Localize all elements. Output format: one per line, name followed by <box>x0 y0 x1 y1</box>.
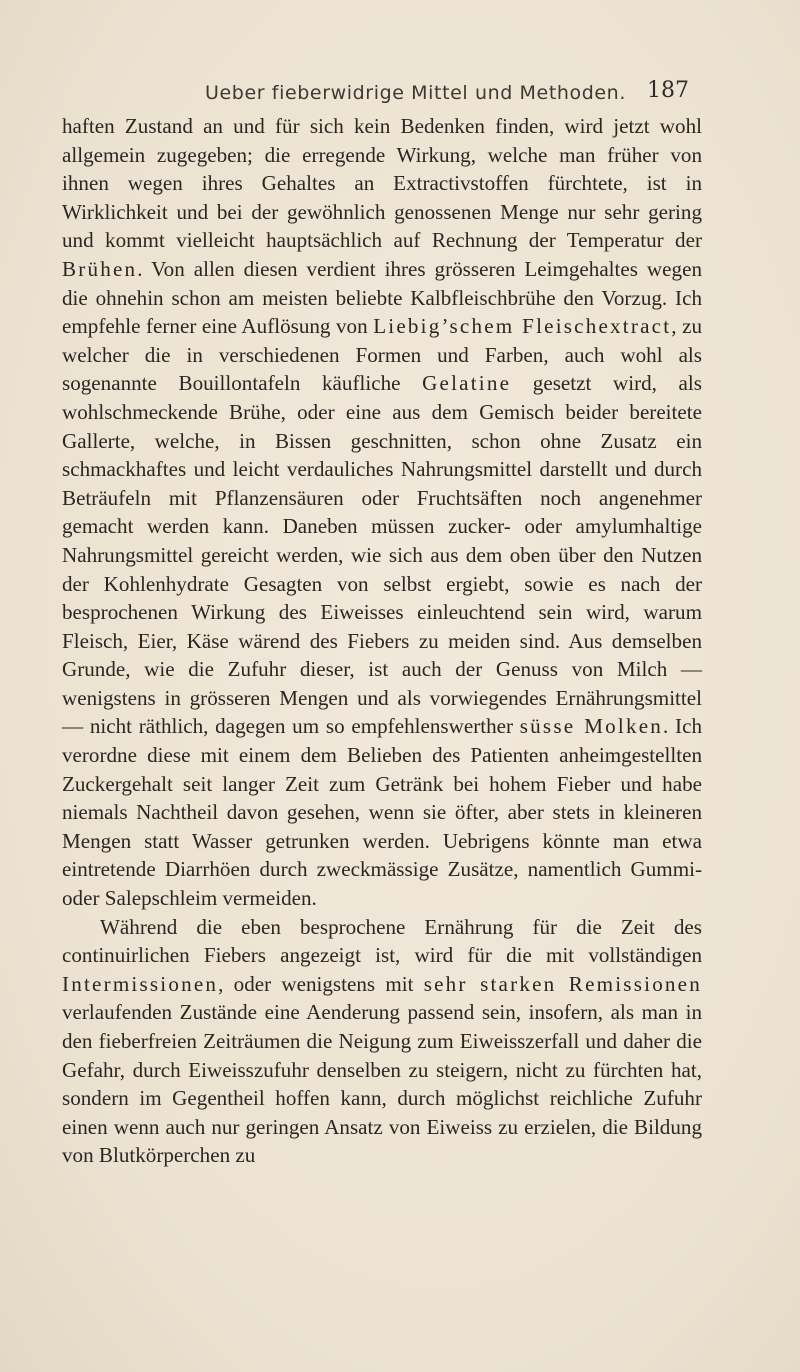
spaced-emphasis-term: Intermissionen <box>62 971 219 996</box>
spaced-emphasis-term: Liebig’schem Fleischextract <box>373 314 672 339</box>
text-segment: Während die eben besprochene Ernährung für die Zeit des continuirlichen Fiebers angezeigt ist, wird für die mit vollständigen <box>62 914 702 968</box>
page-number: 187 <box>647 78 689 103</box>
text-segment: gesetzt wird, als wohlschmeckende Brühe, oder eine aus dem Gemisch beider bereitete Gallerte, welche, in Bissen geschnitten, schon ohne Zusatz ein schmackhaftes und leicht verdauliches Nahrungsmittel darstellt und durch Beträufeln mit Pflanzensäuren oder Fruchtsäften noch angenehmer gemacht werden kann. Daneben müssen zucker- oder amylumhaltige Nahrungsmittel gereicht werden, wie sich aus dem oben über den Nutzen der Kohlenhydrate Gesagten von selbst ergiebt, sowie es nach der besprochenen Wirkung des Eiweisses einleuchtend sein wird, warum Fleisch, Eier, Käse wärend des Fiebers zu meiden sind. Aus demselben Grunde, wie die Zufuhr dieser, ist auch der Genuss von Milch — wenigstens in grösseren Mengen und als vorwiegendes Ernährungsmittel — nicht räthlich, dagegen um so empfehlenswerther <box>62 371 702 739</box>
body-text <box>62 112 702 1170</box>
paragraph <box>62 112 702 913</box>
text-segment: haften Zustand an und für sich kein Bedenken finden, wird jetzt wohl allgemein zugegeben; die erregende Wirkung, welche man früher von ihnen wegen ihres Gehaltes an Extractivstoffen fürchtete, ist in Wirklichkeit und bei der gewöhnlich genossenen Menge nur sehr gering und kommt vielleicht hauptsächlich auf Rechnung der Temperatur der <box>62 114 702 253</box>
text-segment: , oder wenigstens mit <box>218 971 424 996</box>
spaced-emphasis-term: Brühen <box>62 256 138 281</box>
text-segment: . Von allen diesen verdient ihres grösseren Leimgehaltes wegen die ohnehin schon am meisten beliebte Kalbfleischbrühe den Vorzug. Ich empfehle ferner eine Auflösung von <box>62 256 702 339</box>
spaced-emphasis-term: Gelatine <box>422 371 512 396</box>
spaced-emphasis-term: süsse Molken <box>519 714 664 739</box>
text-segment: , zu welcher die in verschiedenen Formen und Farben, auch wohl als sogenannte Bouillontafeln käufliche <box>62 314 703 396</box>
spaced-emphasis-term: sehr starken Remissionen <box>423 971 702 996</box>
text-segment: verlaufenden Zustände eine Aenderung passend sein, insofern, als man in den fieberfreien Zeiträumen die Neigung zum Eiweisszerfall und daher die Gefahr, durch Eiweisszufuhr denselben zu steigern, nicht zu fürchten hat, sondern im Gegentheil hoffen kann, durch möglichst reichliche Zufuhr einen wenn auch nur geringen Ansatz von Eiweiss zu erzielen, die Bildung von Blutkörperchen zu <box>62 1000 702 1168</box>
text-segment: . Ich verordne diese mit einem dem Belieben des Patienten anheimgestellten Zuckergehalt seit langer Zeit zum Getränk bei hohem Fieber und habe niemals Nachtheil davon gesehen, wenn sie öfter, aber stets in kleineren Mengen statt Wasser getrunken werden. Uebrigens könnte man etwa eintretende Diarrhöen durch zweckmässige Zusätze, namentlich Gummi- oder Salepschleim vermeiden. <box>62 714 702 911</box>
paragraph <box>62 913 702 1170</box>
running-head: Ueber fieberwidrige Mittel und Methoden. <box>205 82 626 104</box>
